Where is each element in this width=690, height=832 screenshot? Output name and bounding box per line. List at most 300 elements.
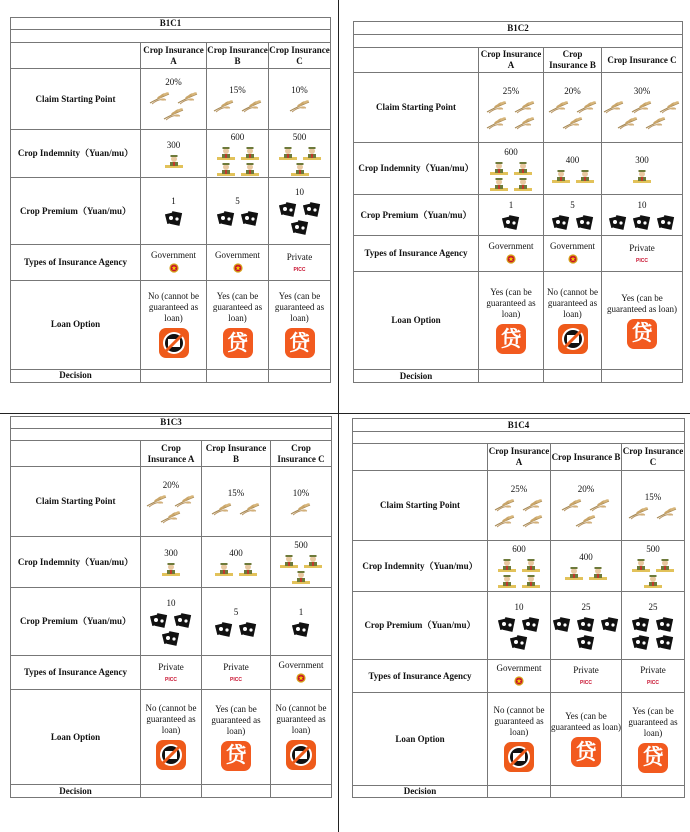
claim-starting-point-value: 25% (510, 483, 528, 494)
soldier-coin-icon (522, 558, 540, 572)
crop-indemnity-cell (602, 143, 683, 195)
row-label-insurance-agency: Types of Insurance Agency (354, 236, 479, 272)
loan-option-cell (622, 693, 685, 786)
crop-indemnity-value: 300 (164, 548, 178, 558)
wheat-icon (146, 494, 168, 508)
loan-option-value: No (cannot be guaranteed as loan) (148, 290, 199, 323)
loan-option-value: No (cannot be guaranteed as loan) (275, 703, 327, 735)
decision-cell[interactable] (544, 370, 602, 383)
cash-icon (552, 214, 570, 230)
soldier-coin-icon (217, 162, 235, 176)
crop-premium-icons (269, 201, 330, 235)
crop-premium-value: 10 (514, 601, 524, 612)
prohibited-icon (506, 744, 532, 770)
crop-indemnity-cell (141, 537, 202, 588)
decision-cell[interactable] (141, 369, 207, 382)
claim-starting-point-value: 10% (292, 487, 310, 498)
decision-cell[interactable] (602, 370, 683, 383)
claim-starting-point-cell (551, 471, 622, 541)
loan-option-value: Yes (can be guaranteed as loan) (628, 705, 678, 738)
picc-logo: PICC (293, 266, 306, 273)
wheat-icon (486, 116, 508, 130)
option-header: Crop Insurance C (271, 441, 332, 467)
crop-premium-value: 1 (508, 200, 514, 210)
insurance-agency-cell (488, 660, 551, 693)
claim-starting-point-cell (141, 467, 202, 537)
card-title: B1C4 (353, 419, 685, 432)
crop-indemnity-cell (551, 541, 622, 592)
row-label-decision: Decision (11, 785, 141, 798)
crop-premium-cell (141, 588, 202, 656)
claim-starting-point-cell (479, 73, 544, 143)
claim-starting-point-cell (622, 471, 685, 541)
national-emblem-icon (296, 673, 306, 683)
claim-starting-point-icons (479, 100, 543, 130)
wheat-icon (562, 116, 584, 130)
card-title: B1C3 (11, 417, 332, 429)
soldier-coin-icon (514, 177, 532, 191)
crop-indemnity-value: 500 (294, 540, 308, 550)
soldier-coin-icon (565, 566, 583, 580)
loan-option-value: Yes (can be guaranteed as loan) (212, 291, 263, 324)
claim-starting-point-cell (602, 73, 683, 143)
picc-logo: PICC (647, 680, 659, 686)
corner-cell (11, 441, 141, 467)
loan-option-cell (602, 272, 683, 370)
crop-indemnity-icons (602, 169, 682, 183)
crop-premium-icons (544, 214, 601, 230)
corner-cell (354, 48, 479, 73)
cash-icon (657, 214, 675, 230)
decision-cell[interactable] (479, 370, 544, 383)
soldier-coin-icon (239, 562, 257, 576)
crop-premium-cell (488, 592, 551, 660)
claim-starting-point-value: 15% (227, 487, 245, 498)
cash-icon (303, 201, 321, 217)
cash-icon (632, 616, 650, 632)
cash-icon (609, 214, 627, 230)
crop-indemnity-icons (202, 562, 270, 576)
claim-starting-point-value: 15% (644, 491, 662, 502)
crop-premium-icons (207, 210, 268, 226)
crop-premium-icons (551, 616, 621, 650)
row-label-loan-option: Loan Option (353, 693, 488, 786)
national-emblem-icon (233, 263, 243, 273)
loan-option-cell (141, 281, 207, 370)
cash-icon (215, 621, 233, 637)
loan-character-icon: 贷 (571, 737, 601, 767)
row-label-crop-indemnity: Crop Indemnity（Yuan/mu） (11, 130, 141, 178)
row-label-loan-option: Loan Option (11, 690, 141, 785)
corner-cell (11, 43, 141, 68)
cash-icon (162, 630, 180, 646)
claim-starting-point-cell (202, 467, 271, 537)
picc-logo: PICC (230, 676, 242, 683)
soldier-coin-icon (165, 154, 183, 168)
crop-premium-value: 5 (233, 606, 239, 617)
cash-icon (601, 616, 619, 632)
blank-row (11, 30, 331, 43)
row-label-crop-premium: Crop Premium（Yuan/mu） (11, 178, 141, 245)
wheat-icon (289, 99, 311, 113)
picc-logo: PICC (580, 680, 592, 686)
loan-option-value: Yes (can be guaranteed as loan) (274, 291, 325, 324)
cash-icon (577, 634, 595, 650)
crop-indemnity-value: 300 (635, 154, 649, 165)
row-label-crop-premium: Crop Premium（Yuan/mu） (11, 588, 141, 656)
crop-premium-cell (602, 195, 683, 236)
cash-icon (217, 210, 235, 226)
insurance-agency-value: Private (640, 665, 666, 675)
insurance-agency-value: Private (573, 665, 599, 675)
national-emblem-icon (169, 263, 179, 273)
wheat-icon (576, 100, 598, 114)
loan-option-cell (479, 272, 544, 370)
choice-card-b1c3 (10, 416, 331, 797)
loan-option-value: No (cannot be guaranteed as loan) (547, 286, 598, 319)
wheat-icon (211, 502, 233, 516)
claim-starting-point-value: 10% (291, 85, 308, 96)
row-label-crop-indemnity: Crop Indemnity（Yuan/mu） (11, 537, 141, 588)
soldier-coin-icon (514, 161, 532, 175)
crop-indemnity-value: 500 (646, 544, 660, 554)
crop-premium-cell (202, 588, 271, 656)
claim-starting-point-icons (141, 91, 206, 121)
soldier-coin-icon (241, 146, 259, 160)
crop-premium-cell (141, 178, 207, 245)
crop-indemnity-icons (141, 154, 206, 168)
crop-premium-icons (202, 621, 270, 637)
row-label-decision: Decision (354, 370, 479, 383)
card-title: B1C2 (354, 22, 683, 35)
loan-option-value: Yes (can be guaranteed as loan) (486, 287, 536, 319)
insurance-agency-value: Private (223, 661, 249, 672)
no-loan-prohibited-icon (286, 740, 316, 770)
crop-indemnity-value: 400 (229, 548, 243, 558)
crop-premium-value: 10 (637, 200, 647, 210)
option-header: Crop Insurance C (622, 444, 685, 471)
wheat-icon (163, 107, 185, 121)
row-label-claim-starting-point: Claim Starting Point (353, 471, 488, 541)
option-header: Crop Insurance A (141, 441, 202, 467)
wheat-icon (603, 100, 625, 114)
soldier-coin-icon (498, 558, 516, 572)
crop-premium-icons (488, 616, 550, 650)
soldier-coin-icon (576, 169, 594, 183)
picc-logo: PICC (636, 257, 648, 264)
blank-row (11, 429, 332, 441)
crop-indemnity-value: 600 (504, 146, 518, 157)
insurance-agency-cell (479, 236, 544, 272)
claim-starting-point-value: 20% (564, 85, 581, 96)
wheat-icon (628, 506, 650, 520)
crop-premium-cell (207, 178, 269, 245)
picc-logo: PICC (165, 676, 177, 683)
loan-option-cell (269, 281, 331, 370)
crop-premium-value: 5 (570, 200, 575, 210)
claim-starting-point-icons (271, 502, 331, 516)
crop-premium-cell (479, 195, 544, 236)
wheat-icon (241, 99, 263, 113)
row-label-crop-premium: Crop Premium（Yuan/mu） (354, 195, 479, 236)
insurance-agency-cell (544, 236, 602, 272)
loan-character-icon: 贷 (627, 319, 657, 349)
crop-indemnity-cell (207, 130, 269, 178)
crop-indemnity-cell (622, 541, 685, 592)
claim-starting-point-icons (202, 502, 270, 516)
crop-indemnity-cell (544, 143, 602, 195)
loan-option-cell (202, 690, 271, 785)
prohibited-icon (161, 330, 187, 356)
decision-cell[interactable] (269, 369, 331, 382)
decision-cell[interactable] (622, 786, 685, 798)
cash-icon (632, 634, 650, 650)
soldier-coin-icon (498, 574, 516, 588)
loan-option-cell (141, 690, 202, 785)
loan-character-icon: 贷 (638, 743, 668, 773)
choice-table (353, 21, 683, 383)
cash-icon (553, 616, 571, 632)
row-label-decision: Decision (11, 369, 141, 382)
cash-icon (291, 219, 309, 235)
insurance-agency-value: Private (158, 661, 184, 672)
wheat-icon (494, 498, 516, 512)
crop-indemnity-value: 500 (292, 131, 307, 142)
wheat-icon (522, 514, 544, 528)
wheat-icon (631, 100, 653, 114)
cash-icon (292, 621, 310, 637)
decision-cell[interactable] (141, 785, 202, 798)
crop-premium-icons (141, 210, 206, 226)
soldier-coin-icon (215, 562, 233, 576)
insurance-agency-cell (141, 656, 202, 690)
soldier-coin-icon (162, 562, 180, 576)
row-label-crop-indemnity: Crop Indemnity（Yuan/mu） (353, 541, 488, 592)
soldier-coin-icon (552, 169, 570, 183)
claim-starting-point-value: 15% (229, 85, 246, 96)
quadrant-divider-horizontal (0, 413, 690, 414)
cash-icon (656, 634, 674, 650)
wheat-icon (213, 99, 235, 113)
claim-starting-point-icons (622, 506, 684, 520)
cash-icon (241, 210, 259, 226)
cash-icon (522, 616, 540, 632)
option-header: Crop Insurance A (479, 48, 544, 73)
decision-cell[interactable] (488, 786, 551, 798)
cash-icon (498, 616, 516, 632)
choice-card-b1c1 (10, 17, 330, 383)
cash-icon (165, 210, 183, 226)
row-label-claim-starting-point: Claim Starting Point (11, 68, 141, 129)
claim-starting-point-cell (271, 467, 332, 537)
insurance-agency-cell (602, 236, 683, 272)
crop-indemnity-value: 400 (579, 552, 593, 562)
insurance-agency-cell (141, 245, 207, 281)
crop-premium-value: 10 (295, 187, 304, 198)
national-emblem-icon (506, 254, 516, 264)
wheat-icon (589, 498, 611, 512)
loan-option-value: No (cannot be guaranteed as loan) (493, 705, 545, 737)
cash-icon (576, 214, 594, 230)
wheat-icon (522, 498, 544, 512)
crop-premium-value: 5 (235, 196, 240, 207)
option-header: Crop Insurance C (269, 43, 331, 68)
blank-row (354, 35, 683, 48)
wheat-icon (239, 502, 261, 516)
crop-premium-cell (622, 592, 685, 660)
claim-starting-point-cell (544, 73, 602, 143)
crop-premium-value: 25 (648, 601, 658, 612)
crop-indemnity-cell (141, 130, 207, 178)
option-header: Crop Insurance B (551, 444, 622, 471)
claim-starting-point-cell (207, 68, 269, 129)
prohibited-icon (560, 326, 586, 352)
choice-table (10, 416, 332, 798)
cash-icon (174, 612, 192, 628)
wheat-icon (575, 514, 597, 528)
crop-indemnity-value: 600 (230, 131, 245, 142)
option-header: Crop Insurance C (602, 48, 683, 73)
crop-premium-cell (551, 592, 622, 660)
option-header: Crop Insurance B (202, 441, 271, 467)
no-loan-prohibited-icon (558, 324, 588, 354)
loan-option-cell (544, 272, 602, 370)
loan-option-cell (488, 693, 551, 786)
row-label-claim-starting-point: Claim Starting Point (11, 467, 141, 537)
crop-indemnity-icons (488, 558, 550, 588)
option-header: Crop Insurance A (488, 444, 551, 471)
insurance-agency-value: Government (215, 249, 260, 260)
soldier-coin-icon (490, 177, 508, 191)
claim-starting-point-value: 20% (162, 479, 180, 490)
wheat-icon (656, 506, 678, 520)
soldier-coin-icon (490, 161, 508, 175)
crop-premium-value: 10 (166, 597, 176, 608)
crop-premium-icons (602, 214, 682, 230)
loan-option-cell (551, 693, 622, 786)
no-loan-prohibited-icon (504, 742, 534, 772)
loan-option-value: Yes (can be guaranteed as loan) (551, 711, 621, 732)
insurance-agency-cell (269, 245, 331, 281)
loan-option-value: Yes (can be guaranteed as loan) (607, 292, 677, 314)
blank-row (353, 432, 685, 444)
crop-indemnity-cell (269, 130, 331, 178)
crop-indemnity-icons (269, 146, 330, 176)
row-label-insurance-agency: Types of Insurance Agency (11, 245, 141, 281)
claim-starting-point-cell (269, 68, 331, 129)
choice-table (10, 17, 331, 383)
card-title: B1C1 (11, 18, 331, 30)
choice-table (352, 418, 685, 798)
claim-starting-point-value: 20% (165, 77, 182, 88)
insurance-agency-value: Government (496, 663, 542, 673)
loan-character-icon: 贷 (496, 324, 526, 354)
national-emblem-icon (514, 676, 524, 686)
crop-indemnity-cell (479, 143, 544, 195)
loan-option-cell (207, 281, 269, 370)
choice-card-b1c2 (353, 21, 682, 382)
crop-premium-value: 25 (581, 601, 591, 612)
insurance-agency-value: Government (550, 240, 595, 251)
crop-indemnity-value: 300 (166, 139, 181, 150)
claim-starting-point-cell (488, 471, 551, 541)
cash-icon (656, 616, 674, 632)
claim-starting-point-value: 30% (633, 85, 651, 96)
cash-icon (577, 616, 595, 632)
soldier-coin-icon (632, 558, 650, 572)
crop-indemnity-icons (271, 554, 331, 584)
crop-indemnity-cell (202, 537, 271, 588)
crop-indemnity-cell (271, 537, 332, 588)
row-label-crop-indemnity: Crop Indemnity（Yuan/mu） (354, 143, 479, 195)
insurance-agency-cell (622, 660, 685, 693)
soldier-coin-icon (241, 162, 259, 176)
corner-cell (353, 444, 488, 471)
no-loan-prohibited-icon (159, 328, 189, 358)
soldier-coin-icon (304, 554, 322, 568)
claim-starting-point-value: 25% (502, 85, 520, 96)
wheat-icon (290, 502, 312, 516)
crop-indemnity-icons (544, 169, 601, 183)
crop-premium-icons (479, 214, 543, 230)
claim-starting-point-icons (141, 494, 201, 524)
wheat-icon (659, 100, 681, 114)
choice-card-b1c4 (352, 418, 684, 797)
crop-premium-cell (544, 195, 602, 236)
soldier-coin-icon (644, 574, 662, 588)
crop-premium-cell (269, 178, 331, 245)
national-emblem-icon (568, 254, 578, 264)
quadrant-divider-vertical (338, 0, 339, 832)
option-header: Crop Insurance A (141, 43, 207, 68)
decision-cell[interactable] (551, 786, 622, 798)
soldier-coin-icon (280, 554, 298, 568)
cash-icon (150, 612, 168, 628)
claim-starting-point-icons (551, 498, 621, 528)
row-label-claim-starting-point: Claim Starting Point (354, 73, 479, 143)
insurance-agency-cell (202, 656, 271, 690)
claim-starting-point-cell (141, 68, 207, 129)
wheat-icon (177, 91, 199, 105)
crop-indemnity-icons (141, 562, 201, 576)
crop-indemnity-icons (207, 146, 268, 176)
claim-starting-point-icons (269, 99, 330, 113)
claim-starting-point-icons (488, 498, 550, 528)
soldier-coin-icon (589, 566, 607, 580)
wheat-icon (617, 116, 639, 130)
wheat-icon (514, 100, 536, 114)
decision-cell[interactable] (271, 785, 332, 798)
decision-cell[interactable] (202, 785, 271, 798)
crop-premium-icons (141, 612, 201, 646)
decision-cell[interactable] (207, 369, 269, 382)
cash-icon (633, 214, 651, 230)
row-label-insurance-agency: Types of Insurance Agency (11, 656, 141, 690)
soldier-coin-icon (522, 574, 540, 588)
row-label-loan-option: Loan Option (11, 281, 141, 370)
loan-character-icon: 贷 (221, 741, 251, 771)
claim-starting-point-icons (207, 99, 268, 113)
wheat-icon (645, 116, 667, 130)
wheat-icon (561, 498, 583, 512)
cash-icon (502, 214, 520, 230)
wheat-icon (514, 116, 536, 130)
crop-premium-value: 1 (171, 196, 176, 207)
claim-starting-point-icons (544, 100, 601, 130)
wheat-icon (548, 100, 570, 114)
crop-indemnity-icons (551, 566, 621, 580)
cash-icon (510, 634, 528, 650)
